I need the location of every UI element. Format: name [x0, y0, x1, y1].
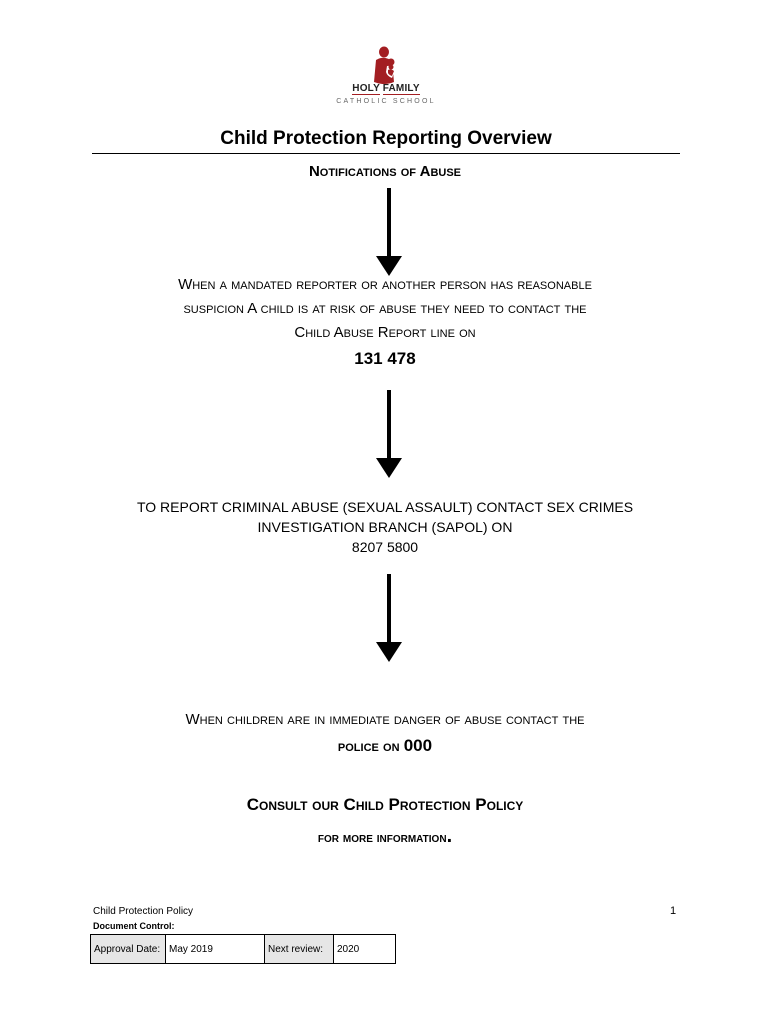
table-row: [91, 935, 396, 964]
more-information-line: for more information.: [317, 825, 453, 847]
holy-family-logo-icon: [370, 46, 402, 86]
logo-name: HOLY FAMILY: [352, 83, 420, 94]
step3-text: [60, 707, 710, 760]
page-title: Child Protection Reporting Overview: [220, 128, 552, 149]
next-review-value: 2020: [334, 935, 396, 964]
logo-subtitle: CATHOLIC SCHOOL: [336, 98, 436, 105]
step3-line1: When children are in immediate danger of abuse contact the: [185, 711, 585, 728]
document-control-label: Document Control:: [93, 921, 175, 931]
next-review-label: Next review:: [265, 935, 334, 964]
arrow-down-icon: [376, 188, 402, 276]
step2-text: [60, 497, 710, 557]
step1-text: [60, 273, 710, 345]
approval-date-value: May 2019: [166, 935, 265, 964]
step1-line1: When a mandated reporter or another person has reasonable: [178, 276, 592, 293]
step2-line2: INVESTIGATION BRANCH (SAPOL) ON: [257, 519, 513, 535]
document-control-table: [90, 934, 396, 964]
step2-line1: TO REPORT CRIMINAL ABUSE (SEXUAL ASSAULT) CONTACT SEX CRIMES: [136, 499, 634, 515]
step1-line2: suspicion A child is at risk of abuse they need to contact the: [183, 300, 587, 317]
page-number: 1: [670, 905, 677, 917]
child-abuse-report-phone: 131 478: [354, 349, 416, 368]
footer-policy-label: Child Protection Policy: [93, 906, 194, 917]
title-divider: [92, 153, 680, 154]
school-logo: [336, 46, 436, 110]
police-phone: 000: [403, 736, 433, 755]
arrow-down-icon: [376, 574, 402, 662]
approval-date-label: Approval Date:: [91, 935, 166, 964]
sapol-phone: 8207 5800: [351, 539, 419, 555]
arrow-down-icon: [376, 390, 402, 478]
step3-line2: [60, 733, 710, 760]
step1-line3: Child Abuse Report line on: [294, 324, 476, 341]
consult-policy-heading: Consult our Child Protection Policy: [246, 795, 524, 814]
step3-prefix: police on: [337, 738, 400, 755]
notifications-heading: Notifications of Abuse: [308, 163, 462, 180]
